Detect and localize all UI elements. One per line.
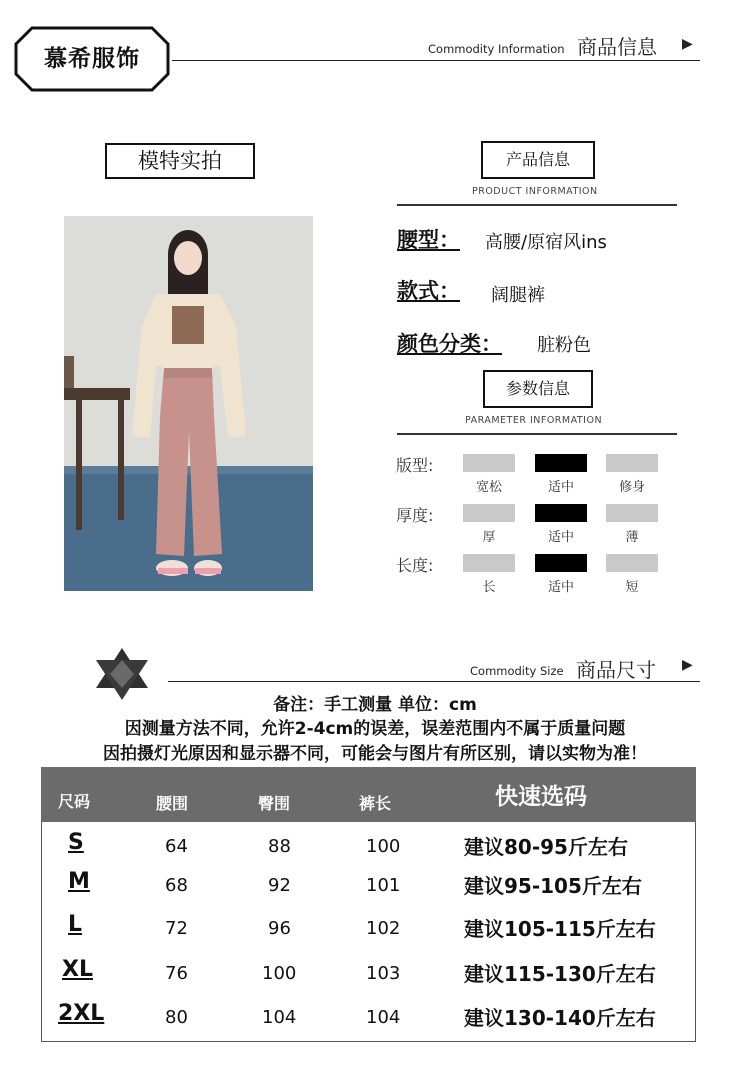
note-color-difference: 因拍摄灯光原因和显示器不同，可能会与图片有所区别，请以实物为准！ (103, 744, 647, 764)
length-cell: 103 (366, 963, 401, 984)
waist-cell: 80 (165, 1007, 188, 1028)
param-swatch (463, 454, 515, 472)
param-swatch (463, 554, 515, 572)
recommendation-cell: 建议115-130斤左右 (464, 962, 656, 986)
hip-cell: 88 (268, 836, 291, 857)
param-swatch-selected (535, 454, 587, 472)
param-swatch (606, 454, 658, 472)
param-label: 长度: (396, 556, 434, 575)
header-cn: 商品信息 (577, 35, 657, 59)
size-cell: M (68, 869, 90, 894)
param-option-label: 厚 (482, 530, 496, 545)
attr-value-style: 阔腿裤 (491, 285, 545, 306)
param-swatch-selected (535, 554, 587, 572)
product-info-en: PRODUCT INFORMATION (472, 186, 598, 197)
waist-cell: 72 (165, 918, 188, 939)
param-swatch (606, 554, 658, 572)
param-label: 厚度: (396, 506, 434, 525)
waist-cell: 64 (165, 836, 188, 857)
recommendation-cell: 建议105-115斤左右 (464, 917, 656, 941)
note-unit: 备注：手工测量 单位：cm (273, 695, 477, 715)
th-hip: 臀围 (258, 794, 291, 813)
recommendation-cell: 建议130-140斤左右 (464, 1006, 656, 1030)
param-option-label: 长 (482, 580, 496, 595)
param-info-en: PARAMETER INFORMATION (465, 415, 603, 426)
hip-cell: 92 (268, 875, 291, 896)
th-size: 尺码 (58, 792, 91, 811)
length-cell: 100 (366, 836, 401, 857)
attr-value-waist: 高腰/原宿风ins (485, 232, 607, 253)
param-option-label: 适中 (547, 480, 574, 495)
size-cell: L (68, 912, 83, 937)
header-divider (172, 60, 700, 61)
length-cell: 104 (366, 1007, 401, 1028)
waist-cell: 76 (165, 963, 188, 984)
size-cell: XL (62, 957, 93, 982)
length-cell: 102 (366, 918, 401, 939)
header-arrow-icon: ▶ (682, 36, 693, 52)
param-info-box: 参数信息 (483, 370, 593, 408)
size-header-cn: 商品尺寸 (576, 658, 656, 682)
model-photo-label: 模特实拍 (105, 143, 255, 179)
size-cell: 2XL (58, 1001, 105, 1026)
header-en: Commodity Information (428, 42, 565, 56)
product-rule (397, 204, 677, 206)
hip-cell: 104 (262, 1007, 297, 1028)
param-option-label: 短 (625, 580, 639, 595)
attr-label-style: 款式： (397, 279, 460, 303)
th-waist: 腰围 (156, 794, 189, 813)
brand-logo (14, 26, 170, 92)
brand-name: 慕希服饰 (44, 46, 140, 72)
length-cell: 101 (366, 875, 401, 896)
param-option-label: 宽松 (475, 480, 502, 495)
hip-cell: 100 (262, 963, 297, 984)
size-header-arrow-icon: ▶ (682, 657, 693, 673)
note-tolerance: 因测量方法不同，允许2-4cm的误差，误差范围内不属于质量问题 (124, 719, 626, 739)
recommendation-cell: 建议80-95斤左右 (464, 835, 628, 859)
param-swatch-selected (535, 504, 587, 522)
size-header-en: Commodity Size (470, 664, 564, 678)
param-swatch (463, 504, 515, 522)
product-info-box: 产品信息 (481, 141, 595, 179)
recommendation-cell: 建议95-105斤左右 (464, 874, 642, 898)
param-swatch (606, 504, 658, 522)
param-option-label: 薄 (625, 530, 639, 545)
param-option-label: 修身 (618, 480, 645, 495)
param-option-label: 适中 (547, 530, 574, 545)
waist-cell: 68 (165, 875, 188, 896)
th-length: 裤长 (359, 794, 392, 813)
th-quick-pick: 快速选码 (495, 784, 587, 810)
attr-value-color: 脏粉色 (537, 335, 591, 356)
size-cell: S (68, 830, 84, 855)
param-rule (397, 433, 677, 435)
model-photo (64, 216, 313, 591)
param-option-label: 适中 (547, 580, 574, 595)
hip-cell: 96 (268, 918, 291, 939)
attr-label-waist: 腰型： (397, 228, 460, 252)
attr-label-color: 颜色分类： (397, 332, 502, 356)
param-label: 版型: (396, 456, 434, 475)
